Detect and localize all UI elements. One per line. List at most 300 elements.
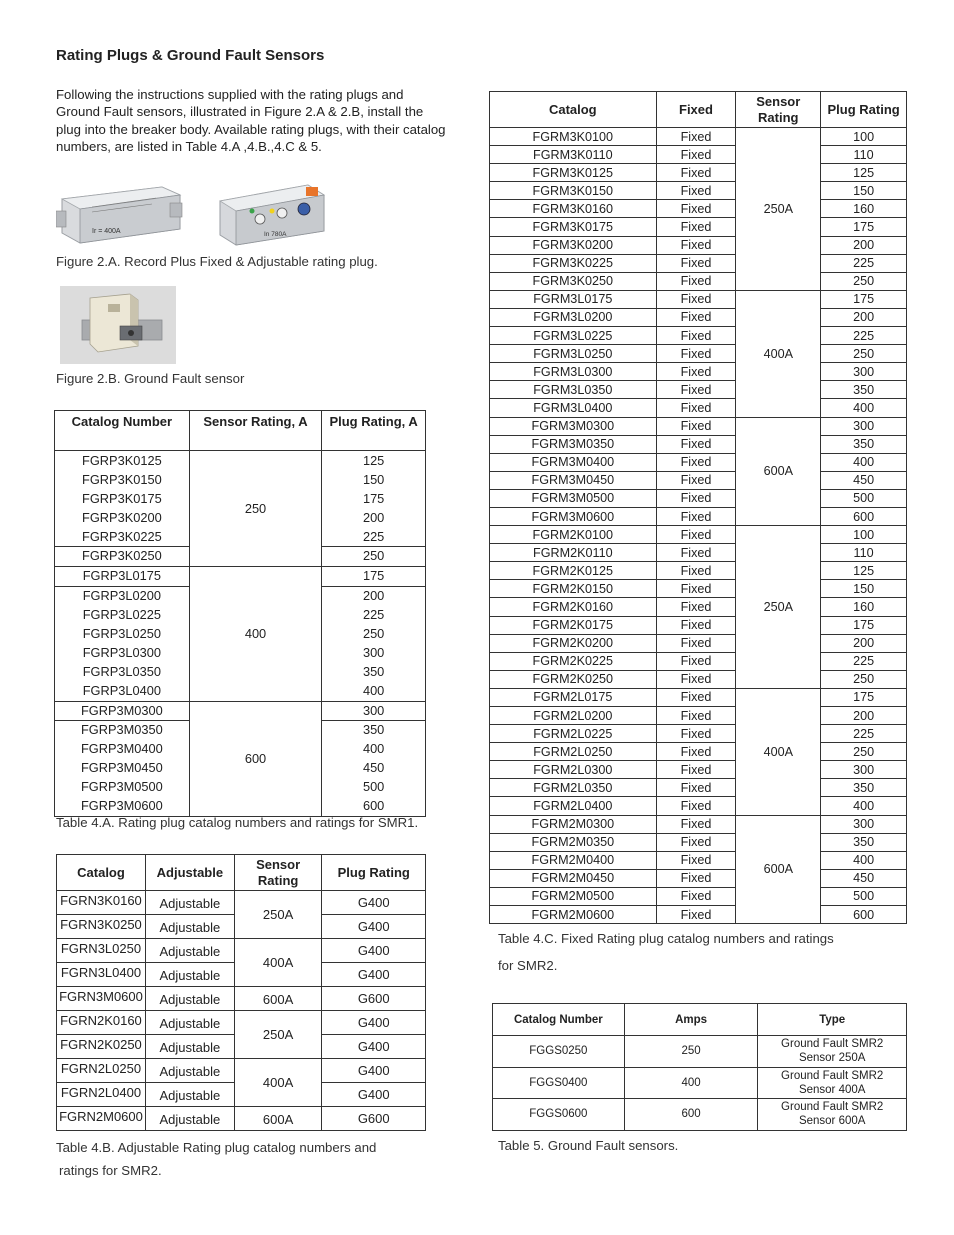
t4a-catalog: FGRP3L0225 — [82, 607, 161, 623]
t5-header-type: Type — [758, 1004, 907, 1036]
t4a-catalog: FGRP3M0400 — [80, 741, 163, 757]
t4b-catalog: FGRN3L0400 — [57, 963, 146, 987]
t5-type — [758, 1067, 907, 1099]
table-row — [57, 891, 426, 915]
t4b-sensor: 600A — [234, 987, 322, 1011]
t5-catalog: FGGS0250 — [493, 1036, 625, 1068]
t4b-adjustable: Adjustable — [145, 939, 234, 963]
t4c-catalog: FGRM3K0110 — [490, 146, 657, 164]
t4c-header-fixed: Fixed — [656, 92, 736, 128]
table-row — [490, 544, 907, 562]
t4c-fixed: Fixed — [656, 489, 736, 507]
t4b-sensor: 400A — [234, 1059, 322, 1107]
t4b-catalog: FGRN2K0250 — [57, 1035, 146, 1059]
t4c-catalog: FGRM2L0200 — [490, 707, 657, 725]
t4c-fixed: Fixed — [656, 182, 736, 200]
t4c-catalog: FGRM2K0125 — [490, 562, 657, 580]
t4c-fixed: Fixed — [656, 272, 736, 290]
t4c-catalog: FGRM3K0150 — [490, 182, 657, 200]
table-row — [490, 381, 907, 399]
table-row — [57, 939, 426, 963]
t4b-adjustable: Adjustable — [145, 987, 234, 1011]
t4c-fixed: Fixed — [656, 236, 736, 254]
table-4a-caption: Table 4.A. Rating plug catalog numbers and ratings for SMR1. — [56, 815, 419, 830]
t4c-plug: 175 — [821, 616, 907, 634]
t4c-catalog: FGRM2K0175 — [490, 616, 657, 634]
t4b-catalog: FGRN2L0250 — [57, 1059, 146, 1083]
table-row — [490, 562, 907, 580]
t4b-catalog: FGRN2K0160 — [57, 1011, 146, 1035]
t4c-fixed: Fixed — [656, 725, 736, 743]
t4a-plug: 350 — [362, 663, 385, 679]
t4a-catalog: FGRP3M0300 — [80, 702, 163, 718]
table-row — [490, 128, 907, 146]
t4b-adjustable: Adjustable — [145, 1011, 234, 1035]
t4c-fixed: Fixed — [656, 779, 736, 797]
table-row — [55, 567, 426, 587]
t4c-fixed: Fixed — [656, 562, 736, 580]
t4c-catalog: FGRM2M0450 — [490, 869, 657, 887]
t4c-catalog: FGRM2K0160 — [490, 598, 657, 616]
t4c-fixed: Fixed — [656, 797, 736, 815]
t4c-catalog: FGRM3K0175 — [490, 218, 657, 236]
t4c-catalog: FGRM3K0250 — [490, 272, 657, 290]
t4a-catalog: FGRP3M0600 — [80, 798, 163, 814]
t4c-fixed: Fixed — [656, 146, 736, 164]
t4c-fixed: Fixed — [656, 200, 736, 218]
t4c-catalog: FGRM2K0200 — [490, 634, 657, 652]
table-row — [490, 363, 907, 381]
table-row — [490, 254, 907, 272]
t4c-plug: 350 — [821, 381, 907, 399]
t4c-fixed: Fixed — [656, 254, 736, 272]
t4c-fixed: Fixed — [656, 381, 736, 399]
t5-amps: 400 — [624, 1067, 758, 1099]
t4c-plug: 160 — [821, 598, 907, 616]
t4c-catalog: FGRM2L0250 — [490, 743, 657, 761]
t4a-plug: 350 — [362, 722, 385, 738]
t4c-catalog: FGRM2L0400 — [490, 797, 657, 815]
t4b-header-catalog: Catalog — [57, 855, 146, 891]
t4c-fixed: Fixed — [656, 164, 736, 182]
table-row — [490, 200, 907, 218]
t4a-header-sensor: Sensor Rating, A — [189, 411, 322, 451]
t4c-plug: 350 — [821, 833, 907, 851]
t4c-catalog: FGRM3L0175 — [490, 290, 657, 308]
t4b-plug: G400 — [322, 939, 426, 963]
t4a-catalog: FGRP3K0150 — [82, 471, 162, 487]
t4a-plug: 600 — [362, 798, 385, 814]
t4a-catalog: FGRP3K0125 — [82, 453, 162, 468]
table-row — [493, 1099, 907, 1131]
t4c-fixed: Fixed — [656, 128, 736, 146]
t4a-catalog: FGRP3K0225 — [82, 528, 162, 544]
t4c-plug: 350 — [821, 779, 907, 797]
t4c-plug: 250 — [821, 345, 907, 363]
table-row — [490, 797, 907, 815]
t4c-plug: 200 — [821, 634, 907, 652]
table-4b-caption-line1: Table 4.B. Adjustable Rating plug catalog numbers and — [56, 1140, 377, 1155]
t4c-fixed: Fixed — [656, 399, 736, 417]
t4c-catalog: FGRM2K0100 — [490, 526, 657, 544]
t4c-fixed: Fixed — [656, 670, 736, 688]
table-row — [490, 399, 907, 417]
table-row — [490, 761, 907, 779]
t4c-plug: 300 — [821, 363, 907, 381]
t4a-catalog: FGRP3M0500 — [80, 779, 163, 795]
t4b-header-plug: Plug Rating — [322, 855, 426, 891]
t5-catalog: FGGS0600 — [493, 1099, 625, 1131]
t4c-catalog: FGRM2K0110 — [490, 544, 657, 562]
t4c-plug: 225 — [821, 327, 907, 345]
table-5 — [492, 1003, 907, 1131]
fixed-plug-label: Ir = 400A — [92, 228, 121, 235]
table-row — [490, 327, 907, 345]
t4c-fixed: Fixed — [656, 417, 736, 435]
t4b-sensor: 600A — [234, 1107, 322, 1131]
t4c-header-catalog: Catalog — [490, 92, 657, 128]
table-row — [490, 471, 907, 489]
t4c-fixed: Fixed — [656, 887, 736, 905]
t4c-plug: 400 — [821, 797, 907, 815]
table-row — [490, 290, 907, 308]
t4c-catalog: FGRM2K0150 — [490, 580, 657, 598]
table-4b-caption-line2: ratings for SMR2. — [59, 1163, 162, 1178]
t4b-plug: G400 — [322, 963, 426, 987]
t4c-plug: 100 — [821, 526, 907, 544]
t4c-header-sensor: Sensor Rating — [736, 92, 821, 128]
t4c-plug: 600 — [821, 507, 907, 525]
t4b-adjustable: Adjustable — [145, 963, 234, 987]
table-4b — [56, 854, 426, 1131]
t4c-plug: 350 — [821, 435, 907, 453]
t4c-plug: 125 — [821, 164, 907, 182]
t4c-fixed: Fixed — [656, 652, 736, 670]
t4c-fixed: Fixed — [656, 851, 736, 869]
t4b-plug: G400 — [322, 1059, 426, 1083]
t4c-sensor: 400A — [736, 688, 821, 815]
t5-type-line2: Sensor 600A — [798, 1115, 866, 1128]
t4a-catalog: FGRP3K0250 — [82, 548, 162, 564]
table-row — [490, 616, 907, 634]
t4c-catalog: FGRM2K0250 — [490, 670, 657, 688]
t4a-plug: 125 — [362, 453, 385, 468]
t4c-fixed: Fixed — [656, 290, 736, 308]
t4c-fixed: Fixed — [656, 453, 736, 471]
t4c-fixed: Fixed — [656, 363, 736, 381]
t4c-fixed: Fixed — [656, 688, 736, 706]
t4c-catalog: FGRM3K0100 — [490, 128, 657, 146]
t4a-plug: 150 — [362, 471, 385, 487]
t4c-plug: 150 — [821, 580, 907, 598]
t4a-sensor-rating: 400 — [189, 567, 322, 701]
t4b-adjustable: Adjustable — [145, 1035, 234, 1059]
t4a-catalog: FGRP3L0400 — [82, 682, 161, 698]
table-row — [490, 164, 907, 182]
table-4a — [54, 410, 426, 817]
table-row — [490, 345, 907, 363]
t4b-adjustable: Adjustable — [145, 915, 234, 939]
t4a-plug: 450 — [362, 760, 385, 776]
page-title: Rating Plugs & Ground Fault Sensors — [56, 47, 325, 64]
t4c-catalog: FGRM3M0400 — [490, 453, 657, 471]
t4a-plug: 200 — [362, 588, 385, 604]
t4b-adjustable: Adjustable — [145, 1083, 234, 1107]
t4c-plug: 125 — [821, 562, 907, 580]
t4c-fixed: Fixed — [656, 815, 736, 833]
t4c-fixed: Fixed — [656, 471, 736, 489]
t4b-plug: G400 — [322, 1083, 426, 1107]
table-row — [55, 701, 426, 721]
t4c-plug: 225 — [821, 725, 907, 743]
t5-type-line2: Sensor 400A — [798, 1083, 866, 1096]
t4c-fixed: Fixed — [656, 435, 736, 453]
adjustable-plug-label: In 780A — [264, 231, 287, 238]
t4c-plug: 160 — [821, 200, 907, 218]
table-row — [490, 779, 907, 797]
table-row — [490, 707, 907, 725]
t4c-catalog: FGRM3L0250 — [490, 345, 657, 363]
t4c-catalog: FGRM3M0300 — [490, 417, 657, 435]
t5-header-catalog: Catalog Number — [493, 1004, 625, 1036]
table-row — [490, 652, 907, 670]
t4a-plug: 175 — [362, 568, 385, 584]
t4c-catalog: FGRM2M0600 — [490, 906, 657, 924]
t4a-plug: 175 — [362, 490, 385, 506]
table-row — [490, 489, 907, 507]
t4c-fixed: Fixed — [656, 761, 736, 779]
table-row — [490, 833, 907, 851]
t4c-plug: 110 — [821, 544, 907, 562]
t4a-plug: 300 — [362, 702, 385, 718]
table-row — [490, 725, 907, 743]
table-row — [490, 851, 907, 869]
t5-amps: 250 — [624, 1036, 758, 1068]
fixed-rating-plug-image — [56, 181, 184, 245]
t4c-plug: 500 — [821, 887, 907, 905]
t4c-plug: 110 — [821, 146, 907, 164]
t4c-plug: 225 — [821, 254, 907, 272]
table-row — [490, 906, 907, 924]
t4c-catalog: FGRM3L0300 — [490, 363, 657, 381]
table-row — [57, 987, 426, 1011]
t4c-plug: 200 — [821, 707, 907, 725]
t4c-catalog: FGRM3K0125 — [490, 164, 657, 182]
t4c-plug: 600 — [821, 906, 907, 924]
t5-type — [758, 1036, 907, 1068]
t4b-catalog: FGRN2L0400 — [57, 1083, 146, 1107]
t4a-catalog: FGRP3K0175 — [82, 490, 162, 506]
t4a-catalog: FGRP3M0350 — [80, 722, 163, 738]
t4b-header-adjustable: Adjustable — [145, 855, 234, 891]
t4c-catalog: FGRM3M0450 — [490, 471, 657, 489]
t4b-plug: G400 — [322, 915, 426, 939]
t5-header-amps: Amps — [624, 1004, 758, 1036]
t4c-sensor: 250A — [736, 526, 821, 689]
t4a-catalog: FGRP3L0200 — [82, 588, 161, 604]
t4a-plug: 400 — [362, 682, 385, 698]
t5-type-line1: Ground Fault SMR2 — [781, 1038, 884, 1051]
t4c-header-plug: Plug Rating — [821, 92, 907, 128]
adjustable-rating-plug-image — [216, 181, 326, 247]
t4a-catalog: FGRP3L0350 — [82, 663, 161, 679]
table-row — [490, 308, 907, 326]
table-4c — [489, 91, 907, 924]
t4c-fixed: Fixed — [656, 743, 736, 761]
t4a-plug: 250 — [362, 626, 385, 642]
t5-type-line2: Sensor 250A — [798, 1052, 866, 1065]
t4b-plug: G400 — [322, 1011, 426, 1035]
t4c-catalog: FGRM2L0175 — [490, 688, 657, 706]
t4c-plug: 400 — [821, 399, 907, 417]
table-row — [490, 887, 907, 905]
t4a-plug: 200 — [362, 509, 385, 525]
t5-type-line1: Ground Fault SMR2 — [781, 1101, 884, 1114]
t4c-sensor: 600A — [736, 815, 821, 924]
t4c-catalog: FGRM3M0350 — [490, 435, 657, 453]
t4c-plug: 250 — [821, 670, 907, 688]
t4b-catalog: FGRN3M0600 — [57, 987, 146, 1011]
t4c-fixed: Fixed — [656, 308, 736, 326]
t4b-plug: G400 — [322, 891, 426, 915]
t4c-fixed: Fixed — [656, 507, 736, 525]
t4c-catalog: FGRM3L0225 — [490, 327, 657, 345]
t4c-plug: 400 — [821, 453, 907, 471]
t4c-catalog: FGRM2M0500 — [490, 887, 657, 905]
t4c-fixed: Fixed — [656, 580, 736, 598]
t4c-catalog: FGRM2L0350 — [490, 779, 657, 797]
t5-type-line1: Ground Fault SMR2 — [781, 1069, 884, 1082]
t4c-catalog: FGRM2K0225 — [490, 652, 657, 670]
t4c-plug: 100 — [821, 128, 907, 146]
t4c-plug: 200 — [821, 308, 907, 326]
table-row — [490, 598, 907, 616]
t5-catalog: FGGS0400 — [493, 1067, 625, 1099]
t4a-sensor-rating: 600 — [189, 701, 322, 816]
figure-2a-caption: Figure 2.A. Record Plus Fixed & Adjustable rating plug. — [56, 254, 378, 269]
ground-fault-sensor-image — [60, 286, 176, 364]
table-row — [490, 869, 907, 887]
table-4c-caption-line1: Table 4.C. Fixed Rating plug catalog numbers and ratings — [498, 931, 834, 946]
t4c-fixed: Fixed — [656, 345, 736, 363]
t4c-plug: 450 — [821, 471, 907, 489]
table-row — [490, 417, 907, 435]
t4a-plug: 400 — [362, 741, 385, 757]
t4c-catalog: FGRM3L0200 — [490, 308, 657, 326]
table-row — [490, 182, 907, 200]
t4a-header-catalog: Catalog Number — [55, 411, 190, 451]
t4b-sensor: 250A — [234, 1011, 322, 1059]
t4c-catalog: FGRM2M0400 — [490, 851, 657, 869]
t5-type — [758, 1099, 907, 1131]
t4c-plug: 200 — [821, 236, 907, 254]
t4c-sensor: 250A — [736, 128, 821, 291]
table-row — [57, 1107, 426, 1131]
t4c-plug: 250 — [821, 272, 907, 290]
t4c-catalog: FGRM2L0300 — [490, 761, 657, 779]
t4c-catalog: FGRM3M0600 — [490, 507, 657, 525]
t4c-plug: 500 — [821, 489, 907, 507]
table-row — [490, 815, 907, 833]
t4a-catalog: FGRP3M0450 — [80, 760, 163, 776]
t4b-plug: G600 — [322, 1107, 426, 1131]
table-4c-caption-line2: for SMR2. — [498, 958, 558, 973]
t4c-fixed: Fixed — [656, 327, 736, 345]
table-row — [55, 451, 426, 547]
figure-2b-caption: Figure 2.B. Ground Fault sensor — [56, 371, 245, 386]
t4b-sensor: 250A — [234, 891, 322, 939]
t4c-catalog: FGRM2L0225 — [490, 725, 657, 743]
t4b-plug: G400 — [322, 1035, 426, 1059]
t4c-plug: 300 — [821, 815, 907, 833]
t4c-plug: 450 — [821, 869, 907, 887]
table-row — [490, 435, 907, 453]
t4c-fixed: Fixed — [656, 906, 736, 924]
t4c-plug: 150 — [821, 182, 907, 200]
t4c-catalog: FGRM3L0400 — [490, 399, 657, 417]
t4c-plug: 300 — [821, 417, 907, 435]
t4c-fixed: Fixed — [656, 598, 736, 616]
t4a-sensor-rating: 250 — [189, 451, 322, 567]
t4a-catalog: FGRP3K0200 — [82, 509, 162, 525]
table-row — [490, 526, 907, 544]
t4b-catalog: FGRN3L0250 — [57, 939, 146, 963]
table-row — [57, 1059, 426, 1083]
t4c-catalog: FGRM3K0160 — [490, 200, 657, 218]
t4c-catalog: FGRM2M0300 — [490, 815, 657, 833]
t4a-plug: 300 — [362, 644, 385, 660]
t4a-plug: 500 — [362, 779, 385, 795]
table-row — [490, 272, 907, 290]
table-row — [490, 146, 907, 164]
t4c-catalog: FGRM3M0500 — [490, 489, 657, 507]
t4c-catalog: FGRM3K0200 — [490, 236, 657, 254]
t4b-sensor: 400A — [234, 939, 322, 987]
t4b-catalog: FGRN3K0160 — [57, 891, 146, 915]
t4c-plug: 225 — [821, 652, 907, 670]
t4a-plug: 225 — [362, 528, 385, 544]
table-row — [493, 1036, 907, 1068]
t4a-catalog: FGRP3L0175 — [82, 568, 161, 584]
t4c-catalog: FGRM3K0225 — [490, 254, 657, 272]
table-row — [490, 688, 907, 706]
t4c-catalog: FGRM2M0350 — [490, 833, 657, 851]
t5-amps: 600 — [624, 1099, 758, 1131]
t4c-plug: 175 — [821, 290, 907, 308]
t4b-adjustable: Adjustable — [145, 891, 234, 915]
table-5-caption: Table 5. Ground Fault sensors. — [498, 1138, 679, 1153]
t4c-plug: 250 — [821, 743, 907, 761]
t4b-adjustable: Adjustable — [145, 1059, 234, 1083]
t4c-fixed: Fixed — [656, 616, 736, 634]
table-row — [490, 670, 907, 688]
intro-paragraph: Following the instructions supplied with the rating plugs and Ground Fault sensors, illustrated in Figure 2.A & 2.B, install the plug into the breaker body. Available rating plugs, with their catalog numbers, are listed in Table 4.A ,4.B.,4.C & 5. — [56, 87, 446, 155]
table-row — [490, 236, 907, 254]
t4c-fixed: Fixed — [656, 218, 736, 236]
t4c-plug: 175 — [821, 218, 907, 236]
table-row — [493, 1067, 907, 1099]
t4a-header-plug: Plug Rating, A — [322, 411, 426, 451]
table-row — [490, 453, 907, 471]
t4c-catalog: FGRM3L0350 — [490, 381, 657, 399]
t4c-plug: 175 — [821, 688, 907, 706]
t4a-plug: 225 — [362, 607, 385, 623]
t4b-catalog: FGRN2M0600 — [57, 1107, 146, 1131]
t4c-plug: 300 — [821, 761, 907, 779]
t4a-catalog: FGRP3L0250 — [82, 626, 161, 642]
t4c-fixed: Fixed — [656, 544, 736, 562]
table-row — [490, 218, 907, 236]
